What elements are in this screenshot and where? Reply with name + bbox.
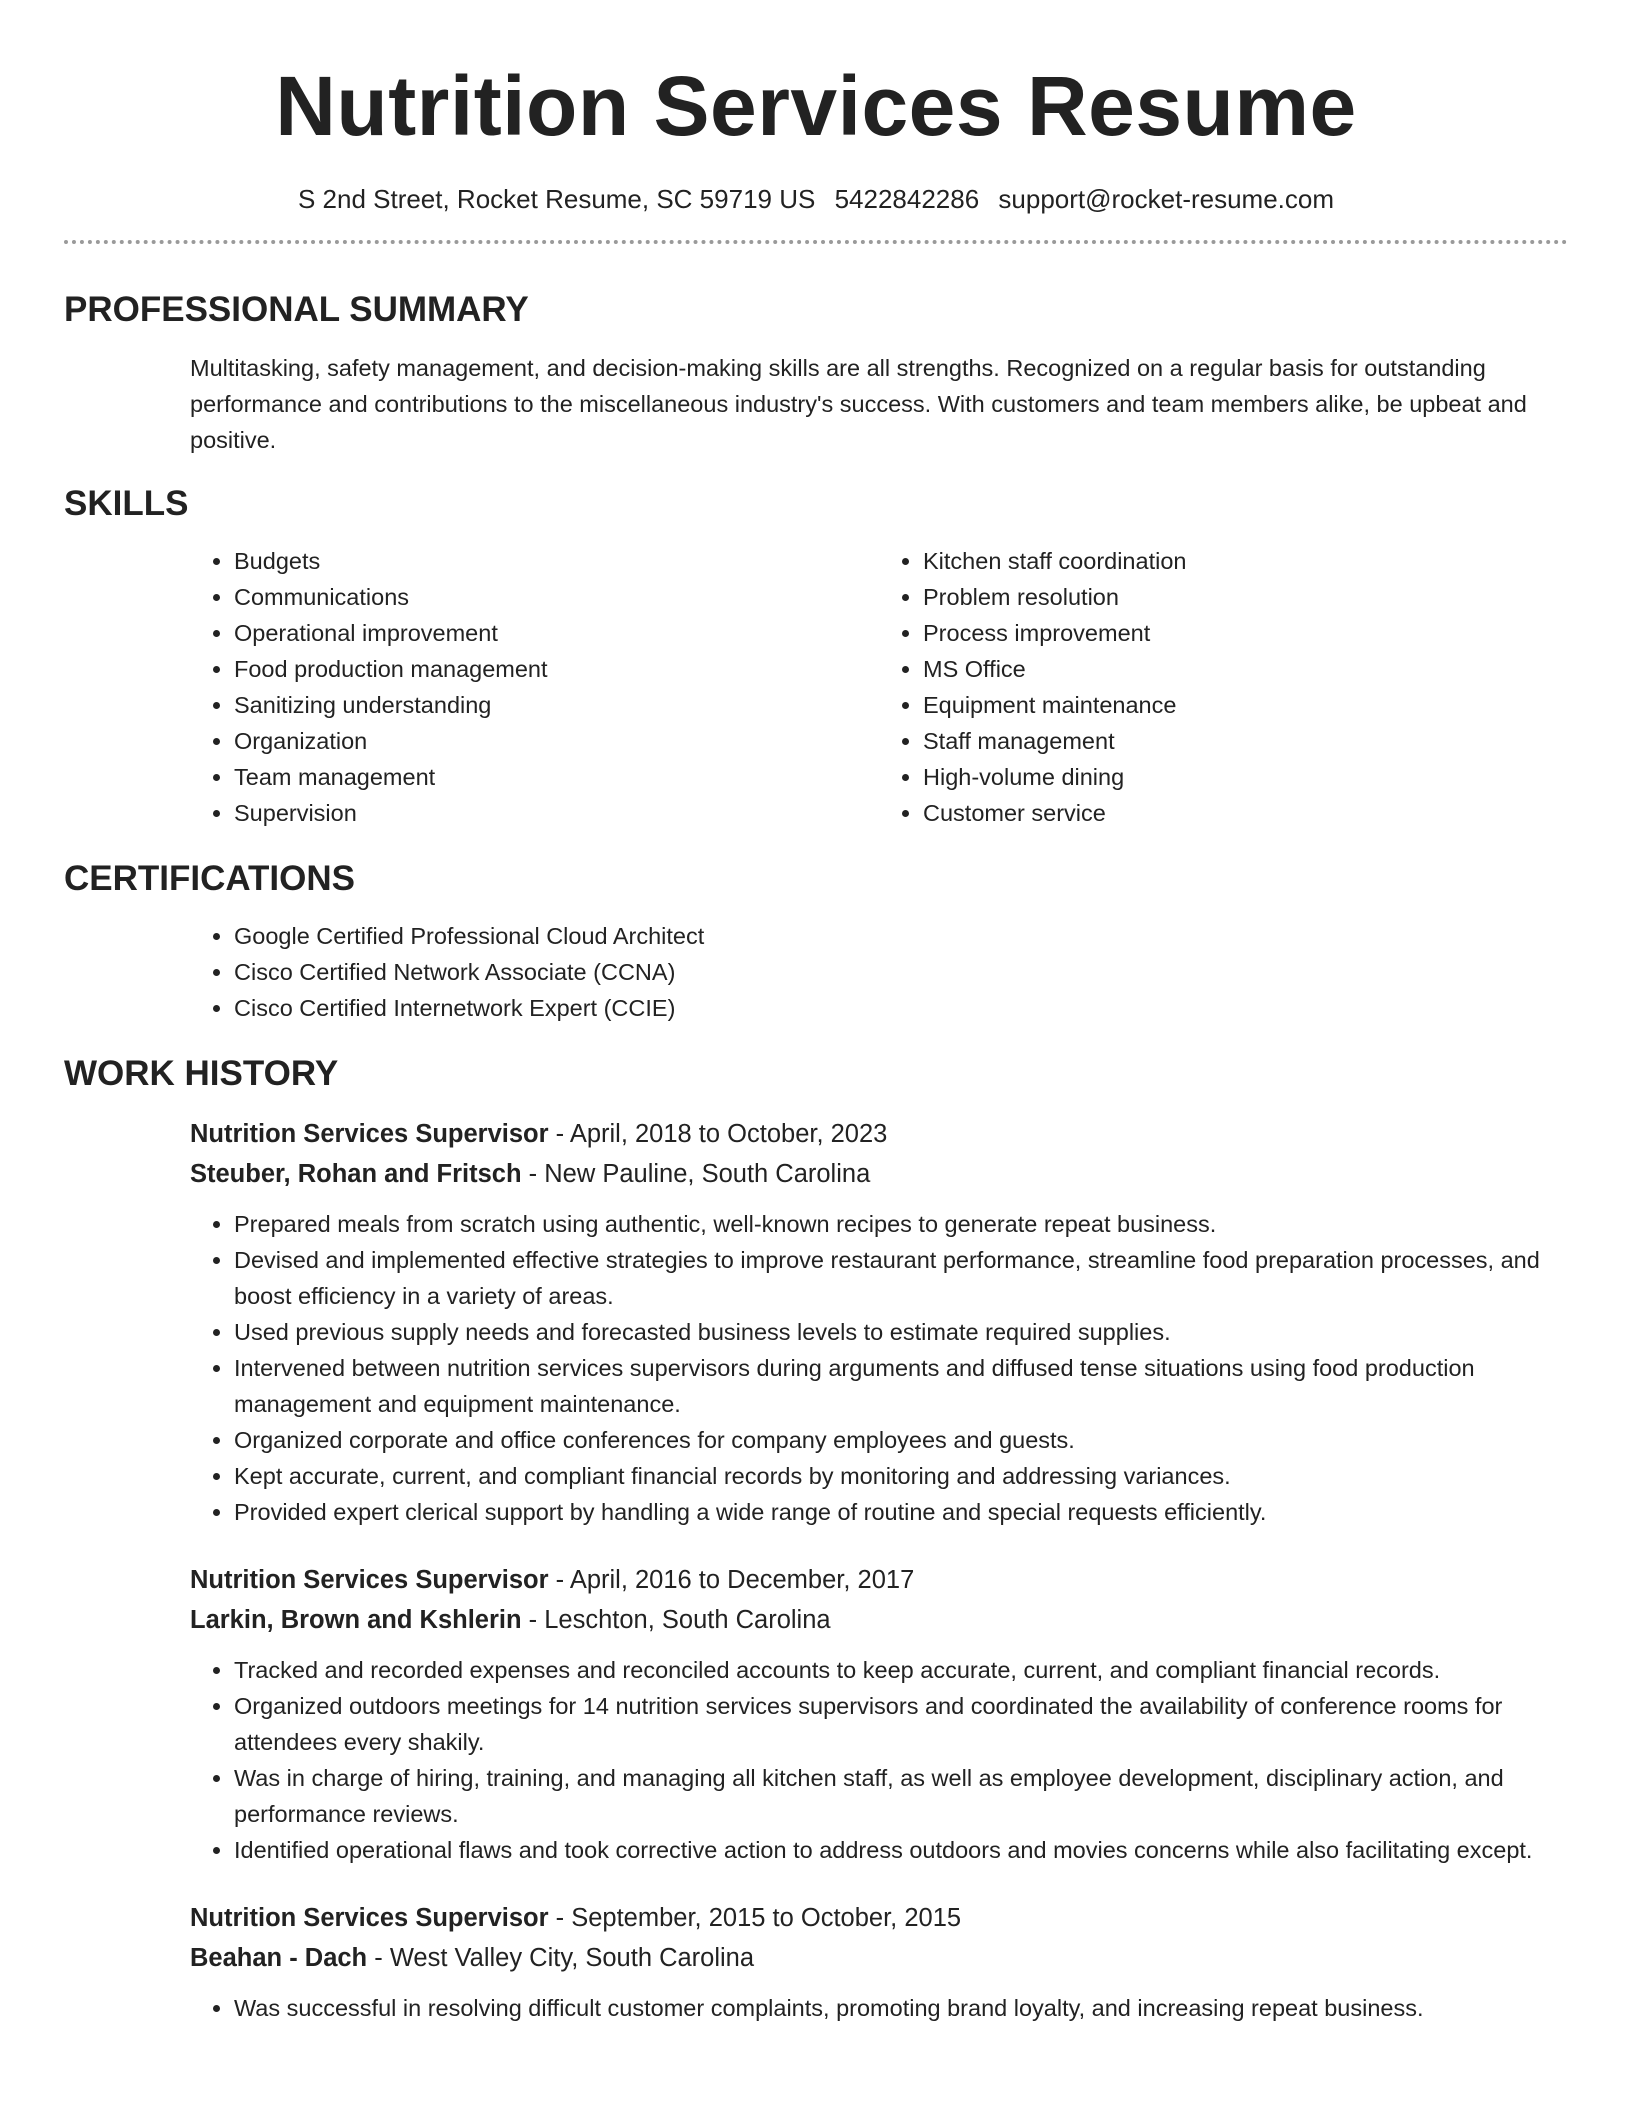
job-company: Larkin, Brown and Kshlerin — [190, 1606, 522, 1634]
job-bullet: • Provided expert clerical support by handling a wide range of routine and special requests efficiently. — [234, 1494, 1568, 1530]
job-title: Nutrition Services Supervisor — [190, 1566, 549, 1594]
skill-item: • Food production management — [234, 651, 879, 687]
summary-text: Multitasking, safety management, and decision-making skills are all strengths. Recognized on a regular basis for outstanding performance and contributions to the miscellaneous industry's success. With customers and team members alike, be upbeat and positive. — [190, 355, 1527, 453]
job-company-line: Beahan - Dach - West Valley City, South Carolina — [190, 1944, 755, 1972]
skill-item: • Process improvement — [923, 615, 1568, 651]
certification-item: • Google Certified Professional Cloud Architect — [234, 918, 1568, 954]
job-bullet: • Identified operational flaws and took corrective action to address outdoors and movies concerns while also facilitating except. — [234, 1832, 1568, 1868]
skill-item: • Supervision — [234, 795, 879, 831]
skill-item: • Customer service — [923, 795, 1568, 831]
skill-item: • Problem resolution — [923, 579, 1568, 615]
job-title-line: Nutrition Services Supervisor - September, 2015 to October, 2015 — [190, 1904, 962, 1932]
skill-item: • Communications — [234, 579, 879, 615]
job-title-line: Nutrition Services Supervisor - April, 2018 to October, 2023 — [190, 1120, 888, 1148]
job-location: Leschton, South Carolina — [544, 1606, 831, 1634]
job-dates: April, 2016 to December, 2017 — [569, 1566, 915, 1594]
certifications-heading: CERTIFICATIONS — [64, 859, 356, 898]
job-company: Beahan - Dach — [190, 1944, 368, 1972]
job-company: Steuber, Rohan and Fritsch — [190, 1160, 522, 1188]
skill-item: • High-volume dining — [923, 759, 1568, 795]
job-company-line: Steuber, Rohan and Fritsch - New Pauline, South Carolina — [190, 1160, 871, 1188]
job-bullets — [190, 1206, 1568, 1530]
contact-line — [64, 182, 1568, 216]
contact-address: S 2nd Street, Rocket Resume, SC 59719 US — [297, 184, 816, 214]
job-entry — [190, 1898, 1568, 2026]
skill-item: • MS Office — [923, 651, 1568, 687]
job-bullet: • Organized outdoors meetings for 14 nutrition services supervisors and coordinated the availability of conference rooms for attendees every shakily. — [234, 1688, 1568, 1760]
job-bullet: • Used previous supply needs and forecasted business levels to estimate required supplies. — [234, 1314, 1568, 1350]
contact-email: support@rocket-resume.com — [998, 184, 1335, 214]
skills-column-right — [879, 543, 1568, 831]
certification-item: • Cisco Certified Network Associate (CCNA) — [234, 954, 1568, 990]
header-divider — [64, 240, 1568, 244]
certification-item: • Cisco Certified Internetwork Expert (CCIE) — [234, 990, 1568, 1026]
page-title: Nutrition Services Resume — [275, 59, 1357, 153]
skill-item: • Operational improvement — [234, 615, 879, 651]
job-location: West Valley City, South Carolina — [389, 1944, 755, 1972]
job-title: Nutrition Services Supervisor — [190, 1120, 549, 1148]
skills-heading: SKILLS — [64, 484, 189, 523]
job-bullets — [190, 1990, 1568, 2026]
skill-item: • Staff management — [923, 723, 1568, 759]
job-dates: September, 2015 to October, 2015 — [571, 1904, 962, 1932]
skill-item: • Team management — [234, 759, 879, 795]
job-entry — [190, 1114, 1568, 1530]
job-dates: April, 2018 to October, 2023 — [569, 1120, 888, 1148]
job-bullet: • Was in charge of hiring, training, and managing all kitchen staff, as well as employee development, disciplinary action, and performance reviews. — [234, 1760, 1568, 1832]
job-bullet: • Prepared meals from scratch using authentic, well-known recipes to generate repeat business. — [234, 1206, 1568, 1242]
job-bullets — [190, 1652, 1568, 1868]
job-bullet: • Intervened between nutrition services supervisors during arguments and diffused tense situations using food production management and equipment maintenance. — [234, 1350, 1568, 1422]
job-company-line: Larkin, Brown and Kshlerin - Leschton, South Carolina — [190, 1606, 831, 1634]
skill-item: • Organization — [234, 723, 879, 759]
skill-item: • Sanitizing understanding — [234, 687, 879, 723]
job-title-line: Nutrition Services Supervisor - April, 2016 to December, 2017 — [190, 1566, 915, 1594]
job-bullet: • Tracked and recorded expenses and reconciled accounts to keep accurate, current, and compliant financial records. — [234, 1652, 1568, 1688]
skill-item: • Budgets — [234, 543, 879, 579]
job-bullet: • Kept accurate, current, and compliant financial records by monitoring and addressing variances. — [234, 1458, 1568, 1494]
skills-column-left — [190, 543, 879, 831]
work-history-heading: WORK HISTORY — [64, 1054, 339, 1093]
skill-item: • Kitchen staff coordination — [923, 543, 1568, 579]
job-entry — [190, 1560, 1568, 1868]
skill-item: • Equipment maintenance — [923, 687, 1568, 723]
job-location: New Pauline, South Carolina — [544, 1160, 871, 1188]
job-bullet: • Organized corporate and office conferences for company employees and guests. — [234, 1422, 1568, 1458]
job-title: Nutrition Services Supervisor — [190, 1904, 549, 1932]
skills-list — [190, 543, 1568, 831]
job-bullet: • Was successful in resolving difficult customer complaints, promoting brand loyalty, and increasing repeat business. — [234, 1990, 1568, 2026]
certifications-list — [190, 918, 1568, 1026]
job-bullet: • Devised and implemented effective strategies to improve restaurant performance, streamline food preparation processes, and boost efficiency in a variety of areas. — [234, 1242, 1568, 1314]
contact-phone: 5422842286 — [834, 184, 980, 214]
summary-heading: PROFESSIONAL SUMMARY — [64, 290, 529, 329]
